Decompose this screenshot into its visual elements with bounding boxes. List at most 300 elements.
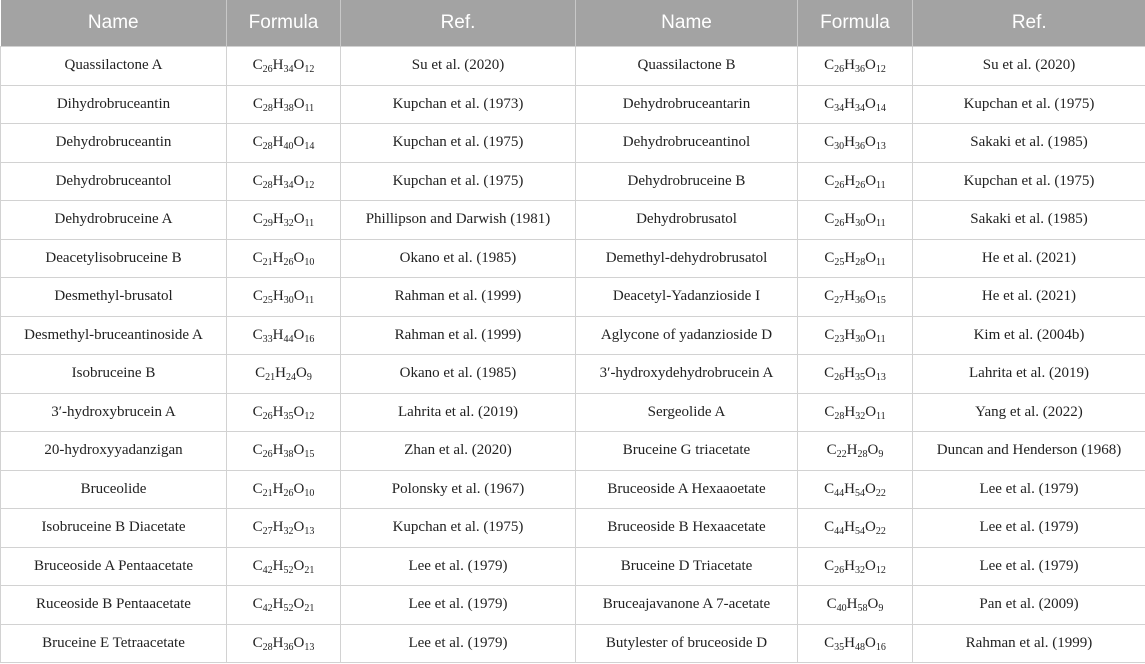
formula-count: 11 bbox=[876, 179, 886, 191]
molecular-formula-right bbox=[798, 239, 913, 278]
formula-count: 11 bbox=[304, 295, 315, 307]
compound-name-left: Isobruceine B Diacetate bbox=[1, 509, 227, 548]
formula-element: O bbox=[293, 95, 305, 112]
formula-element: H bbox=[844, 134, 855, 151]
reference-right: Sakaki et al. (1985) bbox=[913, 124, 1145, 163]
table-header bbox=[1, 0, 1145, 47]
header-row bbox=[1, 0, 1145, 47]
molecular-formula-left bbox=[227, 509, 341, 548]
reference-left: Okano et al. (1985) bbox=[341, 239, 576, 278]
reference-right: Duncan and Henderson (1968) bbox=[913, 432, 1145, 471]
formula-count: 13 bbox=[304, 641, 315, 653]
molecular-formula-right bbox=[798, 509, 913, 548]
formula-element: C bbox=[824, 326, 835, 343]
formula-count: 40 bbox=[283, 141, 294, 153]
formula-count: 21 bbox=[265, 372, 276, 384]
formula-count: 25 bbox=[834, 256, 845, 268]
formula-count: 42 bbox=[262, 603, 273, 615]
formula-count: 32 bbox=[283, 218, 294, 230]
formula-element: O bbox=[867, 442, 879, 459]
compound-name-right: Bruceoside B Hexaacetate bbox=[576, 509, 798, 548]
formula-count: 32 bbox=[855, 410, 866, 422]
formula-element: O bbox=[293, 57, 305, 74]
formula-element: H bbox=[272, 134, 284, 151]
formula-count: 26 bbox=[834, 218, 845, 230]
molecular-formula-left bbox=[227, 201, 341, 240]
molecular-formula-right bbox=[798, 432, 913, 471]
molecular-formula-left bbox=[227, 85, 341, 124]
formula-count: 9 bbox=[306, 372, 312, 384]
table-row bbox=[1, 278, 1145, 317]
formula-count: 30 bbox=[855, 333, 866, 345]
formula-count: 21 bbox=[304, 603, 315, 615]
formula-element: H bbox=[844, 172, 856, 189]
reference-right: Su et al. (2020) bbox=[913, 47, 1145, 86]
formula-count: 34 bbox=[283, 64, 294, 76]
table-row bbox=[1, 393, 1145, 432]
formula-count: 12 bbox=[875, 64, 886, 76]
formula-element: C bbox=[824, 634, 835, 651]
formula-element: H bbox=[844, 365, 855, 382]
formula-element: H bbox=[272, 442, 284, 459]
formula-element: O bbox=[293, 134, 305, 151]
compound-name-left: Dihydrobruceantin bbox=[1, 85, 227, 124]
formula-count: 11 bbox=[304, 218, 315, 230]
formula-count: 21 bbox=[304, 564, 315, 576]
formula-count: 11 bbox=[876, 410, 886, 422]
molecular-formula-right bbox=[798, 624, 913, 663]
formula-count: 12 bbox=[304, 179, 315, 191]
molecular-formula-left bbox=[227, 432, 341, 471]
molecular-formula-left bbox=[227, 47, 341, 86]
table-row bbox=[1, 470, 1145, 509]
formula-element: H bbox=[846, 596, 858, 613]
table-row bbox=[1, 85, 1145, 124]
formula-count: 52 bbox=[283, 564, 294, 576]
reference-left: Lee et al. (1979) bbox=[341, 586, 576, 625]
formula-element: C bbox=[252, 403, 263, 420]
formula-element: O bbox=[293, 288, 305, 305]
molecular-formula-left bbox=[227, 624, 341, 663]
reference-left: Zhan et al. (2020) bbox=[341, 432, 576, 471]
formula-element: C bbox=[252, 634, 263, 651]
formula-element: H bbox=[275, 365, 286, 382]
reference-left: Lee et al. (1979) bbox=[341, 547, 576, 586]
reference-left: Kupchan et al. (1975) bbox=[341, 124, 576, 163]
formula-count: 10 bbox=[304, 487, 315, 499]
formula-count: 54 bbox=[855, 526, 865, 538]
molecular-formula-right bbox=[798, 547, 913, 586]
formula-element: C bbox=[826, 596, 837, 613]
formula-element: O bbox=[865, 519, 876, 536]
formula-count: 22 bbox=[836, 449, 847, 461]
compound-name-left: Dehydrobruceine A bbox=[1, 201, 227, 240]
compound-name-right: Butylester of bruceoside D bbox=[576, 624, 798, 663]
formula-count: 38 bbox=[283, 102, 294, 114]
formula-element: H bbox=[844, 519, 855, 536]
formula-count: 26 bbox=[262, 410, 273, 422]
reference-left: Polonsky et al. (1967) bbox=[341, 470, 576, 509]
formula-count: 29 bbox=[262, 218, 273, 230]
reference-left: Lee et al. (1979) bbox=[341, 624, 576, 663]
formula-count: 11 bbox=[876, 333, 886, 345]
compound-name-right: Aglycone of yadanzioside D bbox=[576, 316, 798, 355]
formula-count: 52 bbox=[283, 603, 294, 615]
reference-left: Rahman et al. (1999) bbox=[341, 278, 576, 317]
formula-count: 30 bbox=[855, 218, 866, 230]
reference-right: Pan et al. (2009) bbox=[913, 586, 1145, 625]
formula-element: C bbox=[252, 211, 263, 228]
formula-element: H bbox=[272, 211, 284, 228]
formula-count: 28 bbox=[262, 102, 273, 114]
molecular-formula-left bbox=[227, 124, 341, 163]
molecular-formula-left bbox=[227, 316, 341, 355]
formula-element: O bbox=[865, 57, 876, 74]
formula-count: 9 bbox=[878, 449, 884, 461]
formula-count: 54 bbox=[855, 487, 865, 499]
formula-count: 30 bbox=[834, 141, 845, 153]
table-body bbox=[1, 47, 1145, 663]
compound-name-left: Quassilactone A bbox=[1, 47, 227, 86]
formula-count: 34 bbox=[283, 179, 294, 191]
formula-element: O bbox=[296, 365, 307, 382]
formula-count: 26 bbox=[834, 179, 845, 191]
formula-count: 32 bbox=[855, 564, 865, 576]
compound-name-left: Dehydrobruceantin bbox=[1, 124, 227, 163]
header-name-left: Name bbox=[1, 0, 227, 47]
formula-count: 28 bbox=[262, 641, 273, 653]
formula-count: 26 bbox=[283, 487, 294, 499]
molecular-formula-left bbox=[227, 393, 341, 432]
reference-right: Yang et al. (2022) bbox=[913, 393, 1145, 432]
formula-count: 44 bbox=[834, 526, 845, 538]
formula-element: O bbox=[293, 326, 305, 343]
molecular-formula-left bbox=[227, 470, 341, 509]
compound-name-left: 20-hydroxyyadanzigan bbox=[1, 432, 227, 471]
formula-element: C bbox=[824, 288, 835, 305]
compound-name-left: Desmethyl-brusatol bbox=[1, 278, 227, 317]
formula-element: O bbox=[865, 557, 876, 574]
formula-element: H bbox=[844, 403, 856, 420]
molecular-formula-right bbox=[798, 316, 913, 355]
molecular-formula-left bbox=[227, 586, 341, 625]
compound-name-right: Dehydrobruceantarin bbox=[576, 85, 798, 124]
formula-count: 48 bbox=[855, 641, 865, 653]
compound-name-right: Bruceine G triacetate bbox=[576, 432, 798, 471]
formula-element: O bbox=[865, 172, 877, 189]
reference-left: Kupchan et al. (1973) bbox=[341, 85, 576, 124]
formula-element: O bbox=[293, 172, 305, 189]
molecular-formula-right bbox=[798, 355, 913, 394]
formula-element: O bbox=[865, 365, 876, 382]
formula-element: C bbox=[252, 442, 263, 459]
formula-count: 28 bbox=[262, 179, 273, 191]
formula-element: C bbox=[824, 211, 835, 228]
table-row bbox=[1, 162, 1145, 201]
formula-count: 12 bbox=[304, 410, 315, 422]
formula-count: 16 bbox=[875, 641, 886, 653]
molecular-formula-right bbox=[798, 47, 913, 86]
reference-right: Sakaki et al. (1985) bbox=[913, 201, 1145, 240]
formula-element: O bbox=[867, 596, 879, 613]
formula-count: 58 bbox=[857, 603, 868, 615]
compound-name-right: Sergeolide A bbox=[576, 393, 798, 432]
formula-element: C bbox=[252, 557, 263, 574]
header-ref-left: Ref. bbox=[341, 0, 576, 47]
formula-element: O bbox=[293, 557, 305, 574]
formula-count: 10 bbox=[304, 256, 315, 268]
compound-name-right: Dehydrobruceine B bbox=[576, 162, 798, 201]
formula-count: 36 bbox=[855, 64, 865, 76]
formula-count: 42 bbox=[262, 564, 273, 576]
compound-name-right: Bruceajavanone A 7-acetate bbox=[576, 586, 798, 625]
formula-count: 11 bbox=[876, 218, 886, 230]
reference-left: Okano et al. (1985) bbox=[341, 355, 576, 394]
header-formula-left: Formula bbox=[227, 0, 341, 47]
formula-element: O bbox=[293, 249, 305, 266]
formula-count: 24 bbox=[286, 372, 296, 384]
reference-left: Phillipson and Darwish (1981) bbox=[341, 201, 576, 240]
formula-count: 26 bbox=[834, 564, 845, 576]
formula-count: 13 bbox=[304, 526, 315, 538]
formula-element: H bbox=[272, 326, 284, 343]
header-formula-right: Formula bbox=[798, 0, 913, 47]
formula-element: H bbox=[272, 480, 284, 497]
formula-count: 27 bbox=[262, 526, 273, 538]
formula-count: 38 bbox=[283, 449, 294, 461]
formula-count: 44 bbox=[283, 333, 294, 345]
formula-count: 15 bbox=[875, 295, 886, 307]
formula-count: 44 bbox=[834, 487, 845, 499]
header-ref-right: Ref. bbox=[913, 0, 1145, 47]
reference-right: Lee et al. (1979) bbox=[913, 470, 1145, 509]
formula-element: O bbox=[865, 480, 876, 497]
formula-element: H bbox=[844, 480, 855, 497]
formula-element: C bbox=[252, 288, 263, 305]
formula-element: C bbox=[826, 442, 837, 459]
formula-count: 32 bbox=[283, 526, 294, 538]
compound-name-left: Bruceoside A Pentaacetate bbox=[1, 547, 227, 586]
formula-element: H bbox=[846, 442, 858, 459]
formula-element: H bbox=[844, 249, 856, 266]
formula-element: H bbox=[272, 249, 284, 266]
compound-name-right: Dehydrobrusatol bbox=[576, 201, 798, 240]
compound-name-left: Ruceoside B Pentaacetate bbox=[1, 586, 227, 625]
table-row bbox=[1, 509, 1145, 548]
formula-count: 13 bbox=[875, 372, 886, 384]
header-name-right: Name bbox=[576, 0, 798, 47]
formula-element: H bbox=[272, 95, 284, 112]
molecular-formula-left bbox=[227, 239, 341, 278]
formula-element: H bbox=[272, 288, 284, 305]
compound-name-left: Isobruceine B bbox=[1, 355, 227, 394]
formula-count: 12 bbox=[304, 64, 315, 76]
formula-count: 13 bbox=[875, 141, 886, 153]
formula-count: 35 bbox=[283, 410, 294, 422]
reference-right: Lee et al. (1979) bbox=[913, 547, 1145, 586]
formula-element: C bbox=[824, 557, 835, 574]
molecular-formula-right bbox=[798, 162, 913, 201]
formula-count: 23 bbox=[834, 333, 845, 345]
formula-element: H bbox=[272, 634, 284, 651]
formula-element: C bbox=[824, 365, 835, 382]
compound-name-right: Demethyl-dehydrobrusatol bbox=[576, 239, 798, 278]
formula-count: 21 bbox=[262, 256, 273, 268]
compound-name-right: Dehydrobruceantinol bbox=[576, 124, 798, 163]
formula-element: O bbox=[865, 403, 877, 420]
reference-left: Kupchan et al. (1975) bbox=[341, 509, 576, 548]
formula-count: 22 bbox=[875, 526, 886, 538]
reference-right: Rahman et al. (1999) bbox=[913, 624, 1145, 663]
formula-element: C bbox=[824, 57, 835, 74]
formula-count: 26 bbox=[262, 64, 273, 76]
formula-element: C bbox=[824, 519, 835, 536]
compound-name-left: Desmethyl-bruceantinoside A bbox=[1, 316, 227, 355]
formula-count: 27 bbox=[834, 295, 845, 307]
reference-right: He et al. (2021) bbox=[913, 239, 1145, 278]
formula-count: 34 bbox=[855, 102, 865, 114]
formula-count: 14 bbox=[304, 141, 315, 153]
formula-count: 14 bbox=[875, 102, 886, 114]
formula-count: 36 bbox=[283, 641, 294, 653]
table-row bbox=[1, 316, 1145, 355]
formula-element: C bbox=[255, 365, 266, 382]
formula-element: O bbox=[293, 634, 305, 651]
formula-element: O bbox=[865, 249, 877, 266]
formula-count: 28 bbox=[857, 449, 868, 461]
formula-element: O bbox=[293, 211, 305, 228]
formula-element: O bbox=[865, 134, 876, 151]
formula-element: C bbox=[252, 480, 263, 497]
formula-element: H bbox=[844, 211, 856, 228]
compound-name-left: Dehydrobruceantol bbox=[1, 162, 227, 201]
formula-element: C bbox=[824, 249, 835, 266]
formula-count: 28 bbox=[834, 410, 845, 422]
table-row bbox=[1, 624, 1145, 663]
formula-element: C bbox=[252, 249, 263, 266]
formula-count: 26 bbox=[855, 179, 866, 191]
compound-name-left: Bruceolide bbox=[1, 470, 227, 509]
formula-count: 35 bbox=[855, 372, 865, 384]
table-row bbox=[1, 355, 1145, 394]
molecular-formula-right bbox=[798, 278, 913, 317]
formula-element: H bbox=[844, 326, 856, 343]
formula-element: O bbox=[865, 634, 876, 651]
molecular-formula-right bbox=[798, 470, 913, 509]
table-row bbox=[1, 201, 1145, 240]
formula-count: 36 bbox=[855, 295, 865, 307]
molecular-formula-left bbox=[227, 547, 341, 586]
compound-name-left: 3′-hydroxybrucein A bbox=[1, 393, 227, 432]
formula-element: C bbox=[252, 57, 263, 74]
formula-element: C bbox=[824, 480, 835, 497]
formula-element: O bbox=[293, 442, 305, 459]
formula-element: C bbox=[824, 403, 835, 420]
formula-count: 11 bbox=[876, 256, 886, 268]
molecular-formula-right bbox=[798, 586, 913, 625]
formula-element: O bbox=[865, 326, 877, 343]
molecular-formula-right bbox=[798, 124, 913, 163]
formula-element: O bbox=[293, 519, 305, 536]
formula-element: C bbox=[824, 134, 835, 151]
formula-count: 25 bbox=[262, 295, 273, 307]
formula-element: H bbox=[844, 634, 855, 651]
table-row bbox=[1, 432, 1145, 471]
formula-count: 28 bbox=[855, 256, 866, 268]
formula-count: 12 bbox=[875, 564, 886, 576]
formula-element: C bbox=[252, 519, 263, 536]
reference-left: Rahman et al. (1999) bbox=[341, 316, 576, 355]
formula-element: H bbox=[272, 519, 284, 536]
compound-name-right: Bruceine D Triacetate bbox=[576, 547, 798, 586]
formula-element: C bbox=[824, 95, 835, 112]
formula-element: C bbox=[252, 326, 263, 343]
reference-right: He et al. (2021) bbox=[913, 278, 1145, 317]
formula-count: 33 bbox=[262, 333, 273, 345]
formula-count: 9 bbox=[878, 603, 884, 615]
formula-element: H bbox=[844, 57, 855, 74]
formula-count: 11 bbox=[304, 102, 315, 114]
reference-right: Lee et al. (1979) bbox=[913, 509, 1145, 548]
compound-name-left: Deacetylisobruceine B bbox=[1, 239, 227, 278]
formula-count: 36 bbox=[855, 141, 865, 153]
formula-element: H bbox=[272, 557, 284, 574]
molecular-formula-left bbox=[227, 278, 341, 317]
reference-left: Kupchan et al. (1975) bbox=[341, 162, 576, 201]
formula-element: H bbox=[272, 172, 284, 189]
formula-element: C bbox=[252, 134, 263, 151]
formula-element: O bbox=[865, 211, 877, 228]
formula-count: 30 bbox=[283, 295, 294, 307]
formula-count: 15 bbox=[304, 449, 315, 461]
formula-count: 16 bbox=[304, 333, 315, 345]
formula-count: 26 bbox=[262, 449, 273, 461]
reference-left: Lahrita et al. (2019) bbox=[341, 393, 576, 432]
table-row bbox=[1, 124, 1145, 163]
formula-count: 35 bbox=[834, 641, 845, 653]
table-row bbox=[1, 586, 1145, 625]
compound-name-right: Deacetyl-Yadanzioside I bbox=[576, 278, 798, 317]
molecular-formula-right bbox=[798, 201, 913, 240]
reference-right: Kupchan et al. (1975) bbox=[913, 85, 1145, 124]
compound-name-left: Bruceine E Tetraacetate bbox=[1, 624, 227, 663]
formula-element: H bbox=[272, 57, 284, 74]
formula-element: O bbox=[865, 288, 876, 305]
formula-count: 26 bbox=[283, 256, 294, 268]
compound-name-right: Bruceoside A Hexaaoetate bbox=[576, 470, 798, 509]
formula-element: O bbox=[865, 95, 876, 112]
formula-count: 26 bbox=[834, 372, 845, 384]
compound-name-right: Quassilactone B bbox=[576, 47, 798, 86]
molecular-formula-left bbox=[227, 162, 341, 201]
formula-element: C bbox=[252, 172, 263, 189]
formula-count: 26 bbox=[834, 64, 845, 76]
molecular-formula-left bbox=[227, 355, 341, 394]
reference-right: Kupchan et al. (1975) bbox=[913, 162, 1145, 201]
formula-element: C bbox=[252, 596, 263, 613]
formula-element: H bbox=[272, 596, 284, 613]
formula-element: C bbox=[824, 172, 835, 189]
molecular-formula-right bbox=[798, 393, 913, 432]
formula-element: H bbox=[272, 403, 284, 420]
reference-right: Kim et al. (2004b) bbox=[913, 316, 1145, 355]
molecular-formula-right bbox=[798, 85, 913, 124]
table-row bbox=[1, 547, 1145, 586]
formula-element: O bbox=[293, 403, 305, 420]
formula-count: 22 bbox=[875, 487, 886, 499]
table-row bbox=[1, 239, 1145, 278]
formula-element: H bbox=[844, 95, 855, 112]
